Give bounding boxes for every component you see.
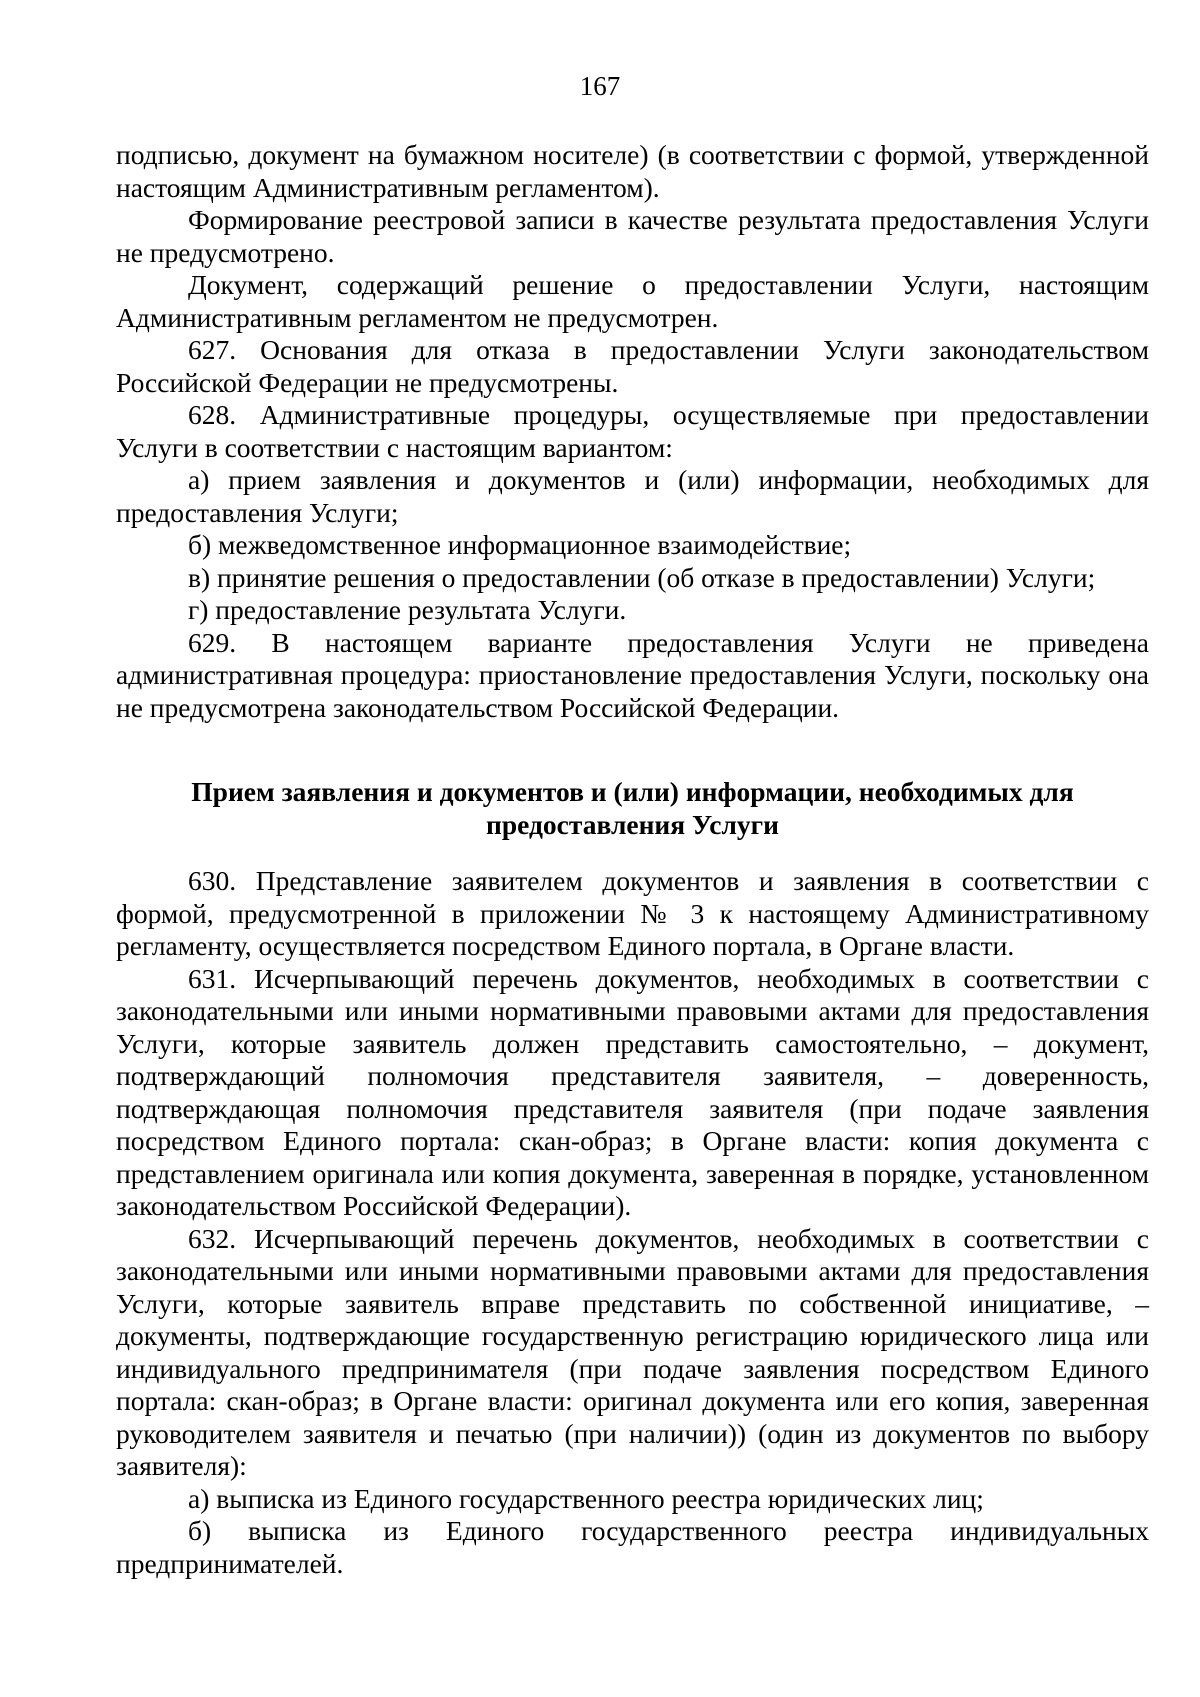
paragraph-630: 630. Представление заявителем документов и заявления в соответствии с формой, предусмотренной в приложении № 3 к настоящему Административному регламенту, осуществляется посредством Единого портала, в Органе власти. bbox=[116, 865, 1149, 961]
list-item-a: а) прием заявления и документов и (или) информации, необходимых для предоставления Услуги; bbox=[116, 464, 1149, 528]
page-number: 167 bbox=[579, 71, 621, 101]
paragraph-631: 631. Исчерпывающий перечень документов, необходимых в соответствии с законодательными или иными нормативными правовыми актами для предоставления Услуги, которые заявитель должен представить самостоятельно, – документ, подтверждающий полномочия представителя заявителя, – доверенность, подтверждающая полномочия представителя заявителя (при подаче заявления посредством Единого портала: скан-образ; в Органе власти: копия документа с представлением оригинала или копия документа, заверенная в порядке, установленном законодательством Российской Федерации). bbox=[116, 962, 1149, 1221]
paragraph: Формирование реестровой записи в качестве результата предоставления Услуги не предусмотрено. bbox=[116, 204, 1149, 268]
paragraph-627: 627. Основания для отказа в предоставлении Услуги законодательством Российской Федерации не предусмотрены. bbox=[116, 334, 1149, 398]
list-item-g: г) предоставление результата Услуги. bbox=[188, 594, 627, 625]
list-item-b: б) выписка из Единого государственного реестра индивидуальных предпринимателей. bbox=[116, 1515, 1149, 1579]
list-item-v: в) принятие решения о предоставлении (об отказе в предоставлении) Услуги; bbox=[188, 561, 1096, 593]
paragraph-632: 632. Исчерпывающий перечень документов, необходимых в соответствии с законодательными или иными нормативными правовыми актами для предоставления Услуги, которые заявитель вправе представить по собственной инициативе, – документы, подтверждающие государственную регистрацию юридического лица или индивидуального предпринимателя (при подаче заявления посредством Единого портала: скан-образ; в Органе власти: оригинал документа или его копия, заверенная руководителем заявителя и печатью (при наличии)) (один из документов по выбору заявителя): bbox=[116, 1222, 1149, 1481]
list-item-b: б) межведомственное информационное взаимодействие; bbox=[188, 529, 852, 560]
paragraph-628: 628. Административные процедуры, осуществляемые при предоставлении Услуги в соответствии с настоящим вариантом: bbox=[116, 399, 1149, 463]
section-heading: Прием заявления и документов и (или) информации, необходимых для предоставления Услуги bbox=[191, 776, 1074, 840]
paragraph: Документ, содержащий решение о предоставлении Услуги, настоящим Административным регламентом не предусмотрен. bbox=[116, 269, 1149, 333]
page-body bbox=[116, 139, 1149, 1580]
paragraph-629: 629. В настоящем варианте предоставления Услуги не приведена административная процедура: приостановление предоставления Услуги, поскольку она не предусмотрена законодательством Российской Федерации. bbox=[116, 626, 1149, 723]
list-item-a: а) выписка из Единого государственного реестра юридических лиц; bbox=[188, 1482, 984, 1514]
paragraph-continuation: подписью, документ на бумажном носителе) (в соответствии с формой, утвержденной настоящим Административным регламентом). bbox=[116, 139, 1149, 203]
